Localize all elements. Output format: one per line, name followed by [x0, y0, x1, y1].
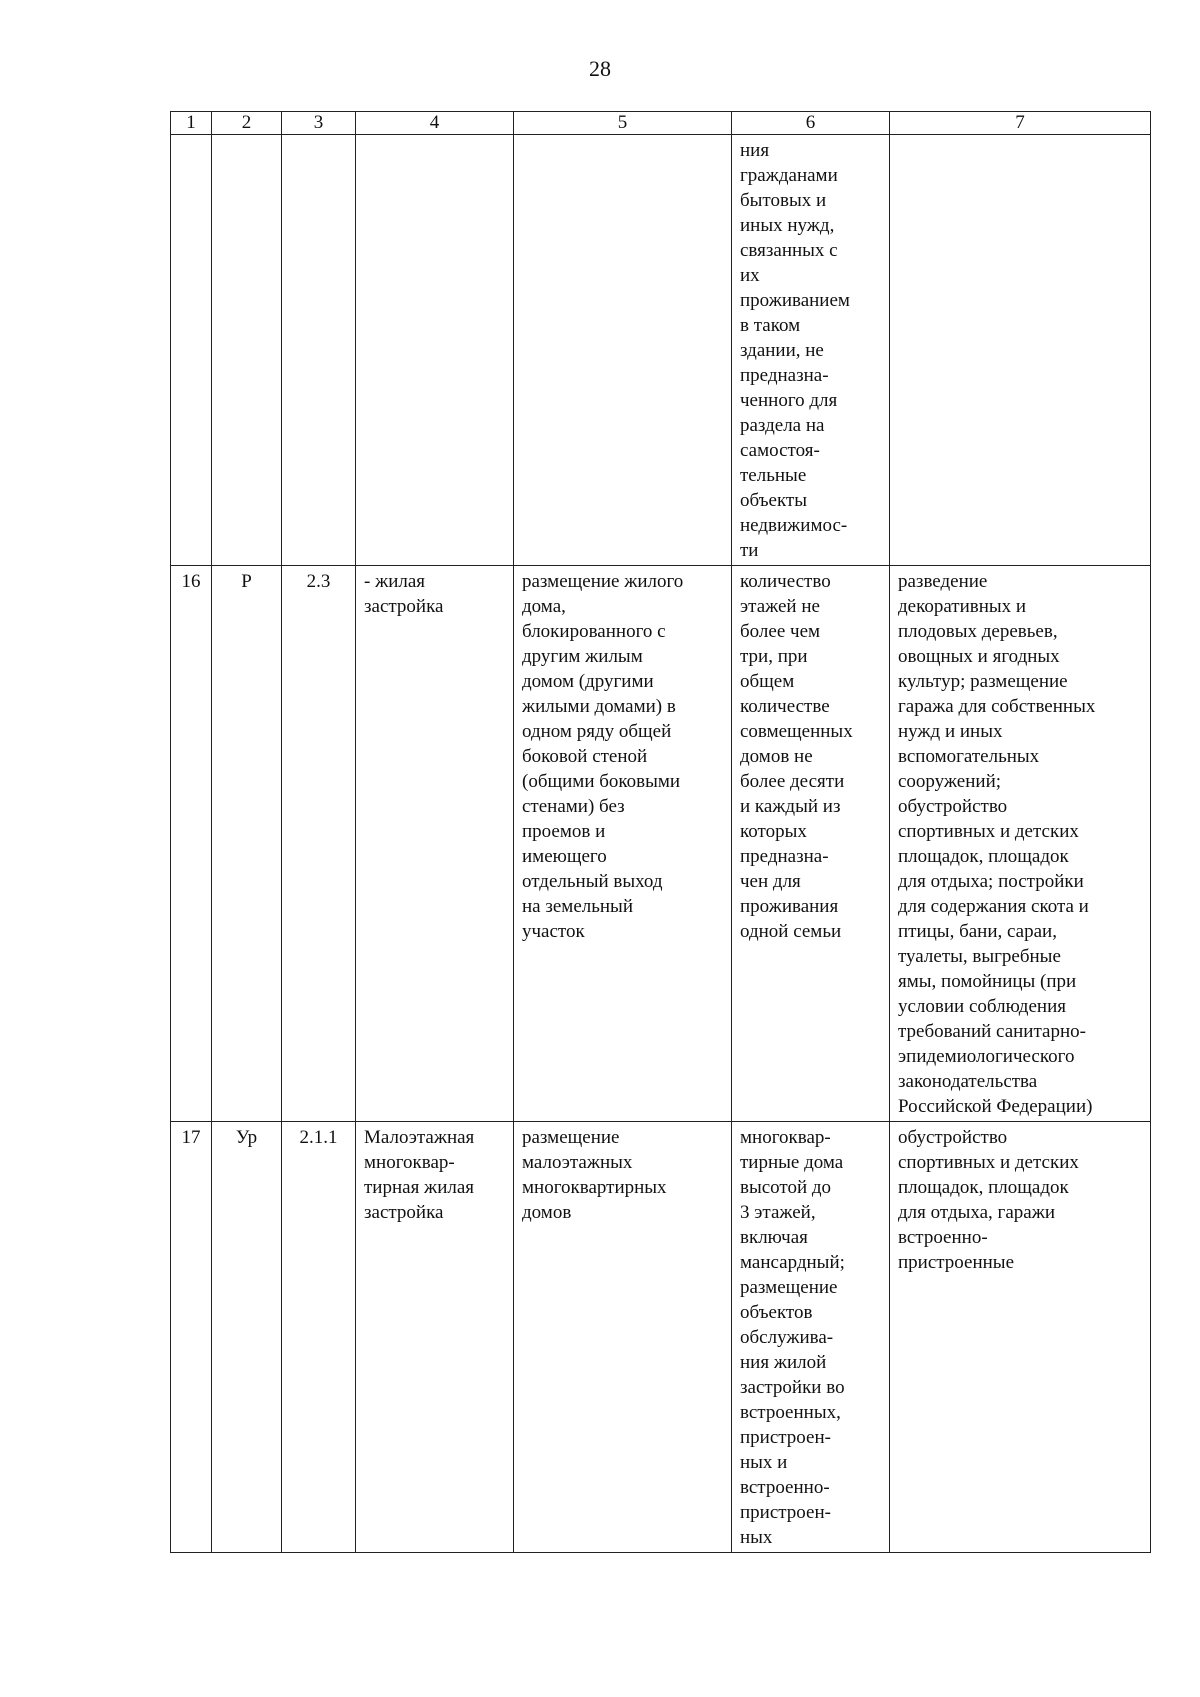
table-row	[171, 1122, 1151, 1553]
header-col-1: 1	[171, 112, 212, 135]
use-name: - жилая застройка	[356, 566, 514, 1122]
zone-code: Ур	[212, 1122, 282, 1553]
row-number: 16	[171, 566, 212, 1122]
row-number: 17	[171, 1122, 212, 1553]
use-description: размещение малоэтажных многоквартирных домов	[514, 1122, 732, 1553]
use-code	[282, 135, 356, 566]
auxiliary-uses: обустройство спортивных и детских площадок, площадок для отдыха, гаражи встроенно- пристроенные	[890, 1122, 1151, 1553]
use-parameters: ния гражданами бытовых и иных нужд, связанных с их проживанием в таком здании, не предназна- ченного для раздела на самостоя- тельные объекты недвижимос- ти	[732, 135, 890, 566]
header-col-5: 5	[514, 112, 732, 135]
header-row	[171, 112, 1151, 135]
use-code: 2.3	[282, 566, 356, 1122]
use-description: размещение жилого дома, блокированного с другим жилым домом (другими жилыми домами) в одном ряду общей боковой стеной (общими боковыми стенами) без проемов и имеющего отдельный выход на земельный участок	[514, 566, 732, 1122]
use-name	[356, 135, 514, 566]
page-number: 28	[589, 56, 611, 81]
use-parameters: количество этажей не более чем три, при общем количестве совмещенных домов не более десяти и каждый из которых предназна- чен для проживания одной семьи	[732, 566, 890, 1122]
table-row	[171, 135, 1151, 566]
table-row	[171, 566, 1151, 1122]
header-col-3: 3	[282, 112, 356, 135]
row-number	[171, 135, 212, 566]
use-code: 2.1.1	[282, 1122, 356, 1553]
use-name: Малоэтажная многоквар- тирная жилая застройка	[356, 1122, 514, 1553]
zone-code	[212, 135, 282, 566]
use-parameters: многоквар- тирные дома высотой до 3 этажей, включая мансардный; размещение объектов обслужива- ния жилой застройки во встроенных, пристроен- ных и встроенно- пристроен- ных	[732, 1122, 890, 1553]
use-description	[514, 135, 732, 566]
auxiliary-uses	[890, 135, 1151, 566]
header-col-7: 7	[890, 112, 1151, 135]
auxiliary-uses: разведение декоративных и плодовых деревьев, овощных и ягодных культур; размещение гаража для собственных нужд и иных вспомогательных сооружений; обустройство спортивных и детских площадок, площадок для отдыха; постройки для содержания скота и птицы, бани, сараи, туалеты, выгребные ямы, помойницы (при условии соблюдения требований санитарно- эпидемиологического законодательства Российской Федерации)	[890, 566, 1151, 1122]
zone-code: Р	[212, 566, 282, 1122]
header-col-2: 2	[212, 112, 282, 135]
regulations-table	[170, 111, 1151, 1553]
header-col-4: 4	[356, 112, 514, 135]
header-col-6: 6	[732, 112, 890, 135]
